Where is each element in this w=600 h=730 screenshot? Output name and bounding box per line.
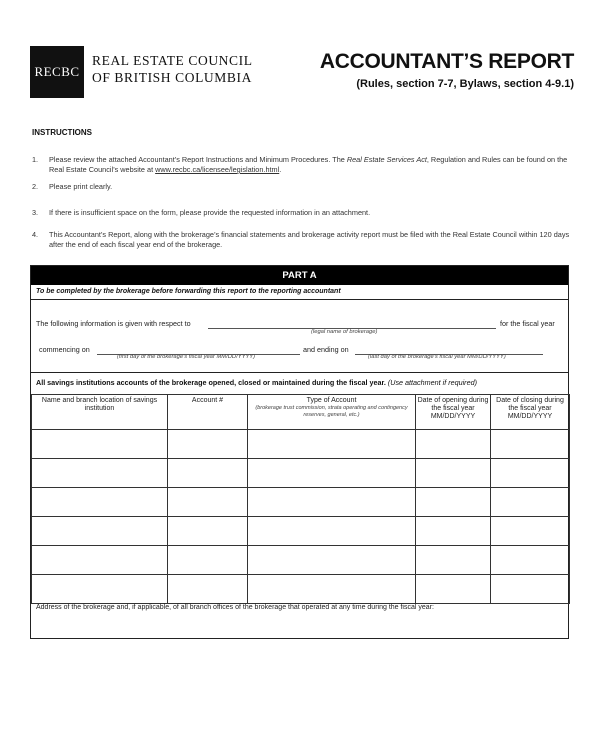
org-line-2: OF BRITISH COLUMBIA xyxy=(92,70,252,85)
attachment-note: (Use attachment if required) xyxy=(387,378,477,387)
table-cell[interactable] xyxy=(32,517,168,546)
table-cell[interactable] xyxy=(32,575,168,604)
report-subtitle: (Rules, section 7-7, Bylaws, section 4-9.1) xyxy=(356,78,574,90)
table-header-row xyxy=(32,395,570,430)
commencing-label: commencing on xyxy=(39,345,90,354)
column-label: Date of closing during the fiscal year MM/DD/YYYY xyxy=(496,397,564,420)
part-a-header: PART A xyxy=(31,266,568,285)
instruction-number: 3. xyxy=(32,208,39,217)
column-label: Name and branch location of savings institution xyxy=(41,397,158,412)
table-cell[interactable] xyxy=(491,517,570,546)
table-cell[interactable] xyxy=(168,575,248,604)
table-cell[interactable] xyxy=(416,575,491,604)
table-row xyxy=(32,488,570,517)
table-row xyxy=(32,575,570,604)
instruction-text-part: . xyxy=(279,165,282,174)
table-cell[interactable] xyxy=(416,546,491,575)
instruction-item xyxy=(32,230,577,250)
instruction-text xyxy=(49,155,577,175)
act-name: Real Estate Services Act xyxy=(346,155,427,164)
table-row xyxy=(32,517,570,546)
column-label: Date of opening during the fiscal year MM/DD/YYYY xyxy=(417,397,489,420)
legislation-link[interactable]: www.recbc.ca/licensee/legislation.html xyxy=(155,165,280,174)
instruction-text: Please print clearly. xyxy=(49,182,113,191)
table-cell[interactable] xyxy=(32,488,168,517)
table-cell[interactable] xyxy=(248,459,416,488)
column-label: Type of Account xyxy=(306,397,357,404)
ending-label: and ending on xyxy=(303,345,349,354)
table-cell[interactable] xyxy=(491,546,570,575)
org-line-1: REAL ESTATE COUNCIL xyxy=(92,53,253,68)
instructions-heading: INSTRUCTIONS xyxy=(32,128,92,137)
fiscal-year-label: for the fiscal year xyxy=(500,319,555,328)
table-cell[interactable] xyxy=(248,488,416,517)
divider xyxy=(31,372,568,373)
instruction-text-part: Please review the attached Accountant’s Report Instructions and Minimum Procedures. The xyxy=(49,155,347,164)
legal-name-caption: (legal name of brokerage) xyxy=(311,329,378,335)
logo-text: RECBC xyxy=(34,64,80,79)
table-cell[interactable] xyxy=(416,430,491,459)
table-row xyxy=(32,459,570,488)
table-cell[interactable] xyxy=(32,546,168,575)
table-cell[interactable] xyxy=(168,488,248,517)
table-cell[interactable] xyxy=(168,546,248,575)
table-cell[interactable] xyxy=(248,517,416,546)
part-a-section xyxy=(30,265,569,639)
table-cell[interactable] xyxy=(491,430,570,459)
address-field-label: Address of the brokerage and, if applicable, of all branch offices of the brokerage that operated at any time during the fiscal year: xyxy=(36,604,434,611)
savings-accounts-table xyxy=(31,394,570,604)
column-label: Account # xyxy=(191,397,224,404)
table-cell[interactable] xyxy=(491,459,570,488)
table-cell[interactable] xyxy=(416,488,491,517)
divider xyxy=(31,299,568,300)
column-header-account-number xyxy=(168,395,248,430)
table-row xyxy=(32,430,570,459)
table-cell[interactable] xyxy=(416,517,491,546)
instruction-number: 2. xyxy=(32,182,39,191)
table-cell[interactable] xyxy=(491,488,570,517)
instruction-number: 4. xyxy=(32,230,39,239)
info-prefix-label: The following information is given with respect to xyxy=(36,319,191,328)
instruction-item xyxy=(32,208,577,218)
instructions-list xyxy=(32,155,577,250)
table-row xyxy=(32,546,570,575)
table-cell[interactable] xyxy=(168,517,248,546)
last-day-caption: (last day of the brokerage’s fiscal year MM/DD/YYYY) xyxy=(368,354,506,360)
instruction-text: This Accountant’s Report, along with the brokerage’s financial statements and brokerage activity report must be filed with the Real Estate Council within 120 days after the end of each fiscal year end of the brokerage. xyxy=(49,230,570,249)
instruction-item xyxy=(32,155,577,175)
table-cell[interactable] xyxy=(491,575,570,604)
table-cell[interactable] xyxy=(32,459,168,488)
savings-accounts-heading xyxy=(36,378,477,387)
instruction-number: 1. xyxy=(32,155,39,164)
instruction-item xyxy=(32,182,577,192)
instruction-text-part: , Regulation and Rules can be found on the Real Estate Council’s website at xyxy=(49,155,568,174)
table-cell[interactable] xyxy=(248,546,416,575)
report-title: ACCOUNTANT’S REPORT xyxy=(319,50,574,73)
column-header-opening-date xyxy=(416,395,491,430)
recbc-logo xyxy=(30,46,84,98)
table-cell[interactable] xyxy=(248,575,416,604)
column-sublabel: (brokerage trust commission, strata operating and contingency reserves, general, etc.) xyxy=(255,405,408,418)
table-cell[interactable] xyxy=(168,459,248,488)
savings-heading-text: All savings institutions accounts of the brokerage opened, closed or maintained during the fiscal year. xyxy=(36,378,386,387)
organization-name xyxy=(92,52,272,86)
table-cell[interactable] xyxy=(168,430,248,459)
table-cell[interactable] xyxy=(416,459,491,488)
column-header-institution xyxy=(32,395,168,430)
column-header-account-type xyxy=(248,395,416,430)
first-day-caption: (first day of the brokerage’s fiscal year MM/DD/YYYY) xyxy=(117,354,256,360)
completion-note: To be completed by the brokerage before forwarding this report to the reporting accountant xyxy=(36,288,341,295)
instruction-text: If there is insufficient space on the form, please provide the requested information in an attachment. xyxy=(49,208,371,217)
table-cell[interactable] xyxy=(32,430,168,459)
column-header-closing-date xyxy=(491,395,570,430)
table-cell[interactable] xyxy=(248,430,416,459)
